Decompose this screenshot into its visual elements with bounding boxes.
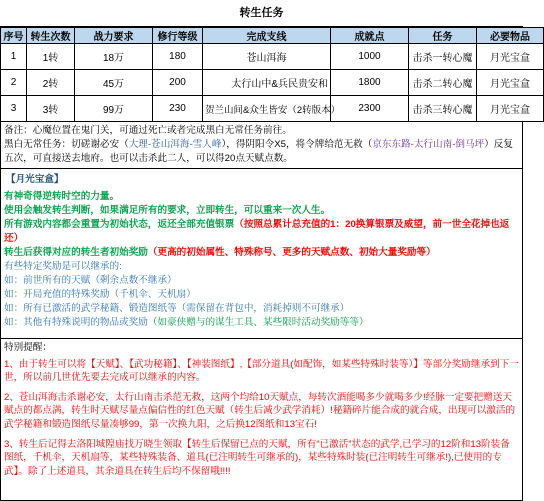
special-heading: 特别提醒：	[4, 342, 52, 353]
treasure-line: 使用会触发转生判断，如果满足所有的要求，立即转生，可以重来一次人生。	[4, 205, 331, 216]
treasure-line: 如：所有已激活的武学秘籍、锻造图纸等（需保留在背包中，消耗掉则不可继承）	[4, 303, 350, 314]
table-cell: 99万	[75, 96, 153, 122]
col-header: 序号	[1, 28, 27, 44]
treasure-line	[4, 316, 519, 330]
table-cell: 月光宝盒	[477, 44, 544, 70]
location-link[interactable]: 大理-苍山洱海-雪人峰	[128, 139, 222, 150]
table-cell: 1转	[27, 44, 75, 70]
treasure-line: 如：开局充值的特殊奖励（千机伞、天机扇）	[4, 289, 196, 300]
treasure-text-red: （更高的初始属性、特殊称号、更多的天赋点数、初始大量奖励等）	[147, 247, 436, 258]
treasure-heading: 【月光宝盒】	[6, 174, 64, 185]
treasure-block	[0, 169, 523, 339]
col-header: 必要物品	[477, 28, 544, 44]
location-link[interactable]: 京东东路-太行山南-倒马坪	[372, 139, 485, 150]
treasure-text-green: （如豪侠赠与的谋生工具、某些限时活动奖励等等）	[147, 317, 369, 328]
special-paragraph: 2、苍山洱海击杀谢必安，太行山南击杀范无救，这两个均给10天赋点，每转次酒能喝多少就喝多少!经脉一定要把赠送天赋点的都点满，转生时天赋尽量点偏信性的红色天赋（转生后减少武学消耗）!秘籍碎片能合成的就合成，出现可以激活的武学秘籍和锻造图纸尽量凑够99，第一次换九阳，之后换12图纸和13宝石!	[4, 391, 516, 430]
table-cell: 1800	[331, 70, 409, 96]
table-header-row	[1, 28, 544, 44]
treasure-text: 如：其他有特殊说明的物品或奖励	[4, 317, 148, 328]
rebirth-table	[0, 27, 544, 122]
table-cell: 击杀三转心魔	[409, 96, 477, 122]
note-text: ），得阴阳令X5，将令牌给范无救（	[221, 139, 373, 150]
col-header: 任务	[409, 28, 477, 44]
col-header: 完成支线	[203, 28, 331, 44]
col-header: 战力要求	[75, 28, 153, 44]
treasure-text: 所有游戏内容都会重置为初始状态，返还全部充值银票	[4, 219, 235, 230]
table-cell: 击杀二转心魔	[409, 70, 477, 96]
table-cell: 230	[153, 96, 203, 122]
treasure-line: 如：前世所有的天赋（剩余点数不继承）	[4, 275, 177, 286]
table-cell: 3转	[27, 96, 75, 122]
table-cell: 2	[1, 70, 27, 96]
table-cell: 苍山洱海	[203, 44, 331, 70]
table-cell: 太行山中&兵民贵安和	[203, 70, 331, 96]
table-cell: 45万	[75, 70, 153, 96]
table-row	[1, 44, 544, 70]
note-block	[0, 122, 523, 169]
note-line	[4, 138, 519, 166]
table-cell: 击杀一转心魔	[409, 44, 477, 70]
treasure-line: 有神奇得逆转时空的力量。	[4, 191, 120, 202]
table-cell: 3	[1, 96, 27, 122]
table-row	[1, 96, 544, 122]
table-cell: 2转	[27, 70, 75, 96]
treasure-text: 转生后获得对应的转生者初始奖励	[4, 247, 148, 258]
treasure-line	[4, 218, 519, 246]
table-cell: 180	[153, 44, 203, 70]
table-cell: 月光宝盒	[477, 70, 544, 96]
special-paragraph: 3、转生后记得去洛阳城隍庙找万晓生领取【转生后保留已点的天赋，所有“已激活”状态的武学,已学习的12阶和13阶装备图纸，千机伞，天机扇等，某些特殊装备、道具(已注明转生可继承的)，某些特殊时装(已注明转生可继承!),已使用的专武】。除了上述道具，其余道具在转生后均不保留哦!!!!	[4, 438, 510, 477]
treasure-line	[4, 246, 519, 260]
table-cell: 18万	[75, 44, 153, 70]
sheet-title: 转生任务	[0, 0, 523, 27]
special-block	[0, 339, 523, 501]
table-cell: 月光宝盒	[477, 96, 544, 122]
treasure-text-red: （按照总累计总充值的1：20换算银票及威望，前一世全花掉也返还）	[4, 219, 510, 244]
col-header: 转生次数	[27, 28, 75, 44]
col-header: 修行等级	[153, 28, 203, 44]
note-text: 黑白无常任务：切磋谢必安（	[4, 139, 129, 150]
table-cell: 200	[153, 70, 203, 96]
table-cell: 贺兰山间&众生皆安（2转版本）	[203, 96, 331, 122]
note-line: 备注：心魔位置在鬼门关，可通过死亡或者完成黑白无常任务前往。	[4, 125, 292, 136]
treasure-line: 有些特定奖励是可以继承的:	[4, 261, 122, 272]
special-paragraph: 1、由于转生可以将【天赋】、【武功秘籍】、【神装图纸】,【部分道具(如配饰，如某些特殊时装等）】等部分奖励继承到下一世，所以前几世优先要去完成可以继承的内容。	[4, 358, 519, 384]
table-cell: 1000	[331, 44, 409, 70]
table-cell: 2300	[331, 96, 409, 122]
table-row	[1, 70, 544, 96]
col-header: 成就点	[331, 28, 409, 44]
note-text: ）反复五次，可直接送去地府。也可以击杀此二人，可以得20点天赋点数。	[4, 139, 513, 164]
table-cell: 1	[1, 44, 27, 70]
